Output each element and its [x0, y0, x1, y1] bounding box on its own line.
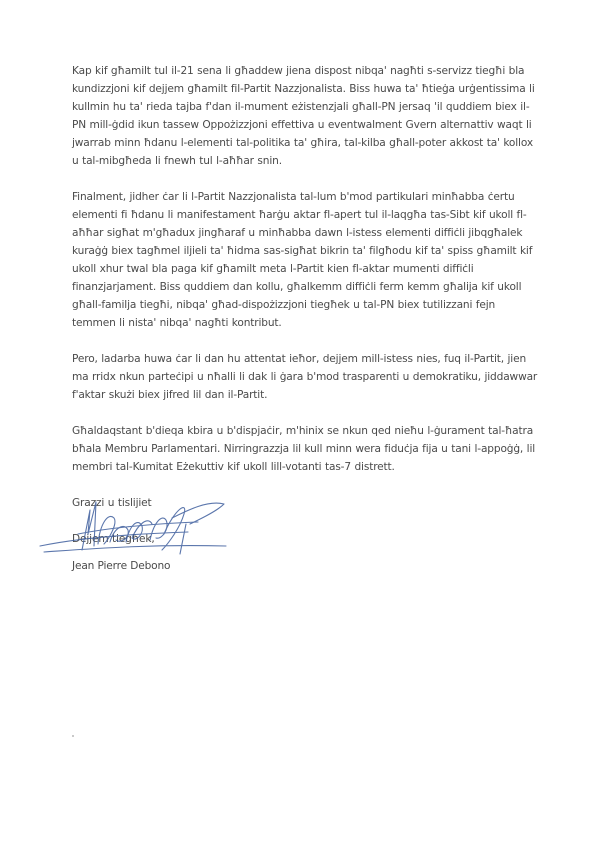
text-line: kullmin hu ta' rieda tajba f'dan il-mument eżistenzjali għall-PN jersaq 'il quddiem biex il-: [72, 101, 530, 113]
signature-stroke: [44, 546, 226, 552]
signature-stroke: [40, 532, 188, 546]
scan-artifact-dot: [72, 735, 74, 737]
text-line: Finalment, jidher ċar li l-Partit Nazzjonalista tal-lum b'mod partikulari minħabba ċertu: [72, 191, 515, 203]
text-line: bħala Membru Parlamentari. Nirringrazzja lil kull minn wera fiduċja fija u tani l-appoġġ, lil: [72, 443, 536, 455]
text-line: elementi fi ħdanu li manifestament ħarġu aktar fl-apert tul il-laqgħa tas-Sibt kif ukoll fl-: [72, 209, 527, 221]
text-line: f'aktar skużi biex jifred lil dan il-Partit.: [72, 389, 268, 401]
text-line: kuraġġ biex tagħmel iljieli ta' ħidma sas-sigħat bikrin ta' filgħodu kif ta' spiss għamilt kif: [72, 245, 533, 257]
signature-stroke: [126, 521, 152, 542]
paragraph-3: [72, 350, 542, 404]
text-line: jwarrab minn ħdanu l-elementi tal-politika ta' għira, tal-kilba għall-poter akkost ta' kollox: [72, 137, 533, 149]
text-line: Għaldaqstant b'dieqa kbira u b'dispjaċir, m'hinix se nkun qed nieħu l-ġurament tal-ħatra: [72, 425, 534, 437]
paragraph-1: [72, 62, 542, 170]
paragraph-4: [72, 422, 542, 476]
signature-stroke: [150, 518, 167, 540]
text-line: ma rridx nkun parteċipi u nħalli li dak li ġara b'mod trasparenti u demokratiku, jiddawwar: [72, 371, 538, 383]
signature-stroke: [172, 503, 224, 524]
text-line: kundizzjoni kif dejjem għamilt fil-Partit Nazzjonalista. Biss huwa ta' ħtieġa urġentissima li: [72, 83, 535, 95]
text-line: ukoll xhur twal bla paga kif għamilt meta l-Partit kien fl-aktar mumenti diffiċli: [72, 263, 474, 275]
signatory-name: Jean Pierre Debono: [72, 560, 171, 572]
signature-stroke: [180, 524, 186, 554]
signature-stroke: [82, 502, 96, 550]
text-line: Kap kif għamilt tul il-21 sena li għaddew jiena dispost nibqa' nagħti s-servizz tiegħi bla: [72, 65, 525, 77]
sign-off: Dejjem tiegħek,: [72, 533, 155, 545]
text-line: għall-familja tiegħi, nibqa' għad-dispożizzjoni tiegħek u tal-PN biex tutilizzani fejn: [72, 299, 496, 311]
text-line: PN mill-ġdid ikun tassew Oppożizzjoni effettiva u eventwalment Gvern alternattiv waqt li: [72, 119, 532, 131]
text-line: finanzjarjament. Biss quddiem dan kollu, għalkemm diffiċli ferm kemm għalija kif ukoll: [72, 281, 522, 293]
closing-line: Grazzi u tislijiet: [72, 497, 152, 509]
text-line: membri tal-Kumitat Eżekuttiv kif ukoll lill-votanti tas-7 distrett.: [72, 461, 395, 473]
text-line: Pero, ladarba huwa ċar li dan hu attentat ieħor, dejjem mill-istess nies, fuq il-Partit, jien: [72, 353, 527, 365]
text-line: temmen li nista' nibqa' nagħti kontribut.: [72, 317, 282, 329]
letter-body: [72, 62, 542, 548]
text-line: aħħar sigħat m'għadux jingħaraf u minħabba dawn l-istess elementi diffiċli jibqgħalek: [72, 227, 523, 239]
text-line: u tal-mibgħeda li fnewh tul l-aħħar snin.: [72, 155, 282, 167]
paragraph-2: [72, 188, 542, 332]
handwritten-signature: [38, 494, 228, 556]
